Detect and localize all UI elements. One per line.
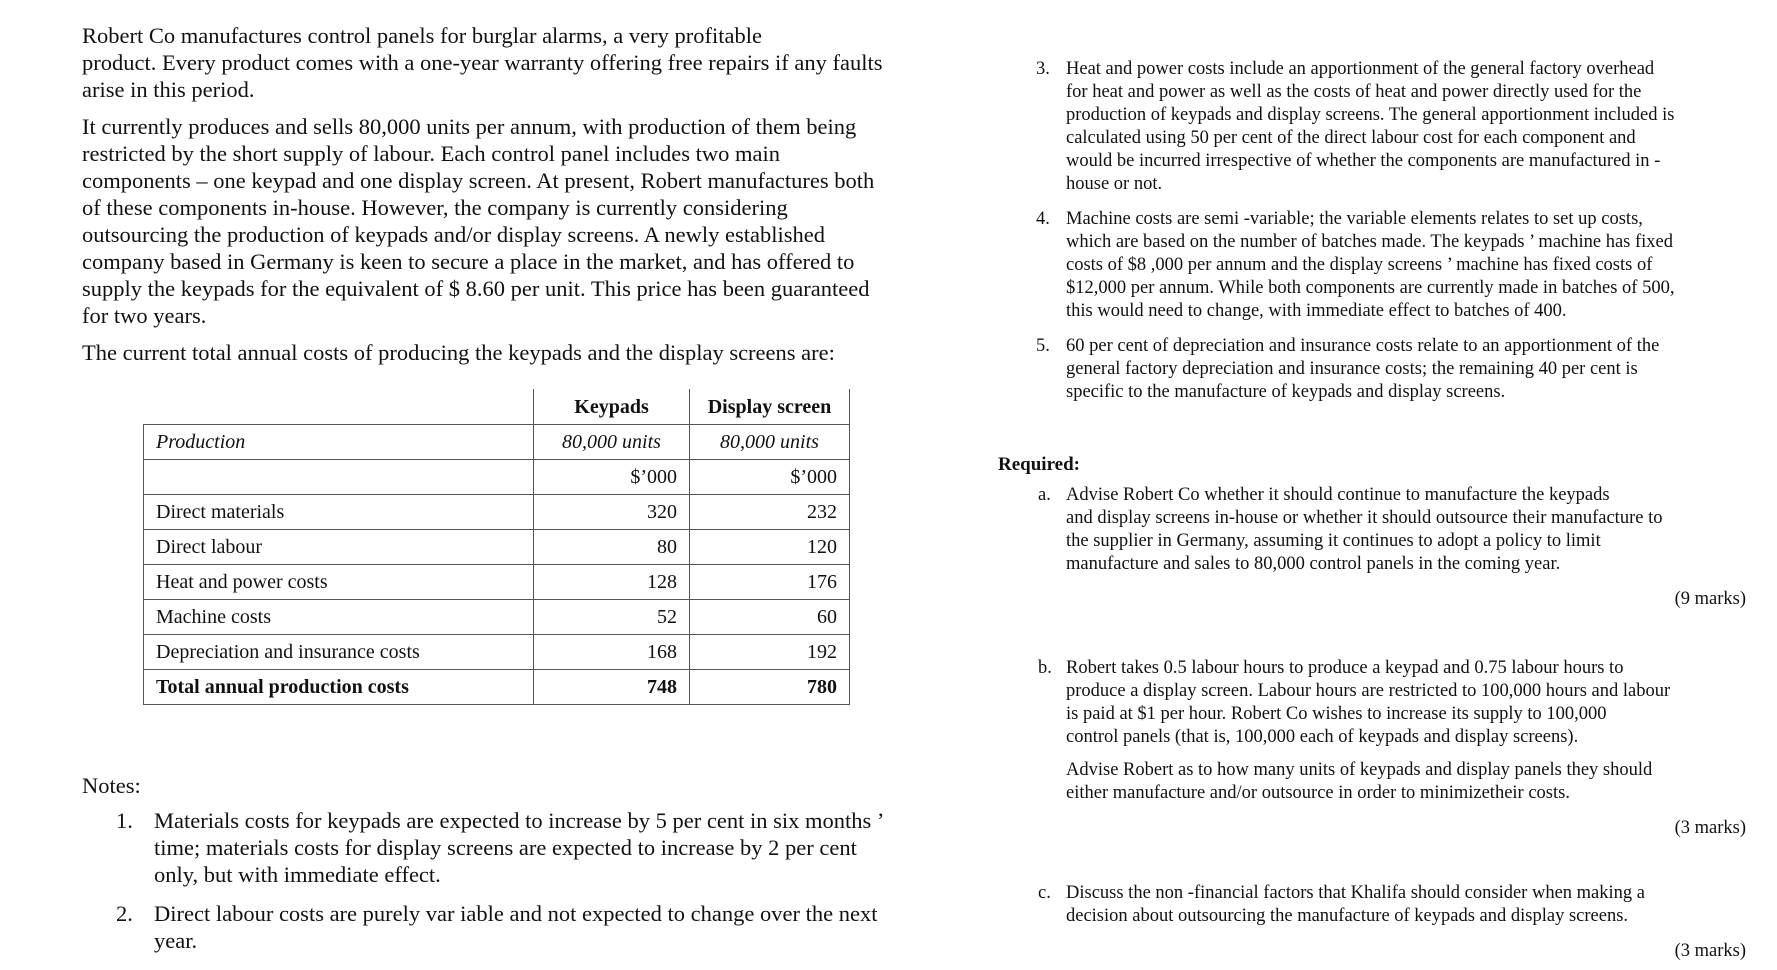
text-line: decision about outsourcing the manufacture of keypads and display screens.: [1066, 906, 1629, 926]
text-line: restricted by the short supply of labour. Each control panel includes two main: [82, 141, 780, 166]
keypads-value: 168: [534, 635, 690, 670]
keypads-units: 80,000 units: [534, 425, 690, 460]
display-value: 176: [690, 565, 850, 600]
text-line: specific to the manufacture of keypads and display screens.: [1066, 382, 1506, 402]
question-a: [1008, 484, 1738, 576]
text-line: for heat and power as well as the costs of heat and power directly used for the: [1066, 82, 1642, 102]
right-column: [998, 58, 1746, 963]
text-line: this would need to change, with immediate effect to batches of 400.: [1066, 301, 1567, 321]
display-value: 120: [690, 530, 850, 565]
total-row: [144, 670, 850, 705]
keypads-value: 320: [534, 495, 690, 530]
display-units: 80,000 units: [690, 425, 850, 460]
intro-paragraph-3: The current total annual costs of producing the keypads and the display screens are:: [82, 340, 835, 365]
intro-paragraph-2: [82, 113, 942, 329]
question-letter: c.: [1038, 883, 1051, 903]
text-line: Discuss the non -financial factors that Khalifa should consider when making a: [1066, 883, 1645, 903]
note-number: 4.: [1036, 209, 1050, 229]
text-line: $12,000 per annum. While both components are currently made in batches of 500,: [1066, 278, 1675, 298]
row-label: Direct labour: [144, 530, 534, 565]
table-row: [144, 495, 850, 530]
marks-a: (9 marks): [1674, 589, 1746, 609]
text-line: produce a display screen. Labour hours are restricted to 100,000 hours and labour: [1066, 681, 1671, 701]
table-row: [144, 565, 850, 600]
text-line: calculated using 50 per cent of the direct labour cost for each component and: [1066, 128, 1636, 148]
display-value: 60: [690, 600, 850, 635]
question-letter: a.: [1038, 485, 1051, 505]
text-line: Machine costs are semi -variable; the variable elements relates to set up costs,: [1066, 209, 1643, 229]
text-line: 60 per cent of depreciation and insurance costs relate to an apportionment of the: [1066, 336, 1660, 356]
text-line: arise in this period.: [82, 77, 255, 102]
question-b: [1008, 657, 1738, 805]
text-line: and display screens in-house or whether it should outsource their manufacture to: [1066, 508, 1663, 528]
column-header-display: Display screen: [690, 390, 850, 425]
row-label: Depreciation and insurance costs: [144, 635, 534, 670]
note-number: 1.: [116, 808, 133, 833]
text-line: supply the keypads for the equivalent of $ 8.60 per unit. This price has been guaranteed: [82, 276, 870, 301]
note-item: [116, 807, 936, 888]
text-line: year.: [154, 928, 198, 953]
text-line: of these components in-house. However, the company is currently considering: [82, 195, 788, 220]
text-line: costs of $8 ,000 per annum and the display screens ’ machine has fixed costs of: [1066, 255, 1653, 275]
note-item: [1008, 208, 1738, 323]
text-line: general factory depreciation and insurance costs; the remaining 40 per cent is: [1066, 359, 1638, 379]
keypads-value: 80: [534, 530, 690, 565]
text-line: production of keypads and display screens. The general apportionment included is: [1066, 105, 1675, 125]
note-item: [1008, 58, 1738, 196]
text-line: Materials costs for keypads are expected to increase by 5 per cent in six months ’: [154, 808, 885, 833]
currency-keypads: $’000: [534, 460, 690, 495]
table-row: [144, 600, 850, 635]
total-keypads: 748: [534, 670, 690, 705]
text-line: time; materials costs for display screens are expected to increase by 2 per cent: [154, 835, 857, 860]
row-label: Heat and power costs: [144, 565, 534, 600]
row-label: Machine costs: [144, 600, 534, 635]
question-c: [1008, 882, 1738, 928]
notes-title: Notes:: [82, 773, 141, 798]
text-line: manufacture and sales to 80,000 control panels in the coming year.: [1066, 554, 1561, 574]
table-row: [144, 425, 850, 460]
text-line: is paid at $1 per hour. Robert Co wishes to increase its supply to 100,000: [1066, 704, 1607, 724]
text-line: product. Every product comes with a one-year warranty offering free repairs if any faults: [82, 50, 883, 75]
column-header-keypads: Keypads: [534, 390, 690, 425]
text-line: Advise Robert Co whether it should continue to manufacture the keypads: [1066, 485, 1610, 505]
table-row: [144, 635, 850, 670]
table-row: [144, 460, 850, 495]
notes-list-continued: [1008, 58, 1738, 404]
note-number: 2.: [116, 901, 133, 926]
table-header-row: [144, 390, 850, 425]
text-line: the supplier in Germany, assuming it continues to adopt a policy to limit: [1066, 531, 1601, 551]
text-line: Robert Co manufactures control panels for burglar alarms, a very profitable: [82, 23, 762, 48]
keypads-value: 52: [534, 600, 690, 635]
note-number: 5.: [1036, 336, 1050, 356]
question-b-followup: [1066, 759, 1738, 805]
text-line: control panels (that is, 100,000 each of keypads and display screens).: [1066, 727, 1579, 747]
text-line: for two years.: [82, 303, 207, 328]
note-item: [116, 900, 936, 954]
text-line: Direct labour costs are purely var iable and not expected to change over the next: [154, 901, 878, 926]
text-line: It currently produces and sells 80,000 units per annum, with production of them being: [82, 114, 857, 139]
text-line: components – one keypad and one display screen. At present, Robert manufactures both: [82, 168, 875, 193]
blank-cell: [144, 460, 534, 495]
text-line: Heat and power costs include an apportionment of the general factory overhead: [1066, 59, 1655, 79]
text-line: would be incurred irrespective of whether the components are manufactured in -: [1066, 151, 1661, 171]
row-label: Direct materials: [144, 495, 534, 530]
production-label: Production: [144, 425, 534, 460]
keypads-value: 128: [534, 565, 690, 600]
marks-b: (3 marks): [1674, 818, 1746, 838]
display-value: 232: [690, 495, 850, 530]
text-line: house or not.: [1066, 174, 1163, 194]
marks-c: (3 marks): [1674, 941, 1746, 961]
notes-list: [116, 807, 936, 966]
header-blank-cell: [144, 390, 534, 425]
text-line: Robert takes 0.5 labour hours to produce a keypad and 0.75 labour hours to: [1066, 658, 1624, 678]
text-line: Advise Robert as to how many units of keypads and display panels they should: [1066, 760, 1653, 780]
currency-display: $’000: [690, 460, 850, 495]
note-number: 3.: [1036, 59, 1050, 79]
question-letter: b.: [1038, 658, 1052, 678]
intro-paragraph-1: [82, 22, 942, 103]
intro-section: [82, 22, 942, 366]
cost-table: [143, 389, 850, 705]
table-row: [144, 530, 850, 565]
total-display: 780: [690, 670, 850, 705]
text-line: either manufacture and/or outsource in order to minimizetheir costs.: [1066, 783, 1570, 803]
total-label: Total annual production costs: [144, 670, 534, 705]
text-line: only, but with immediate effect.: [154, 862, 441, 887]
required-heading: Required:: [998, 454, 1080, 475]
text-line: outsourcing the production of keypads and/or display screens. A newly established: [82, 222, 825, 247]
note-item: [1008, 335, 1738, 404]
display-value: 192: [690, 635, 850, 670]
text-line: company based in Germany is keen to secure a place in the market, and has offered to: [82, 249, 855, 274]
text-line: which are based on the number of batches made. The keypads ’ machine has fixed: [1066, 232, 1674, 252]
